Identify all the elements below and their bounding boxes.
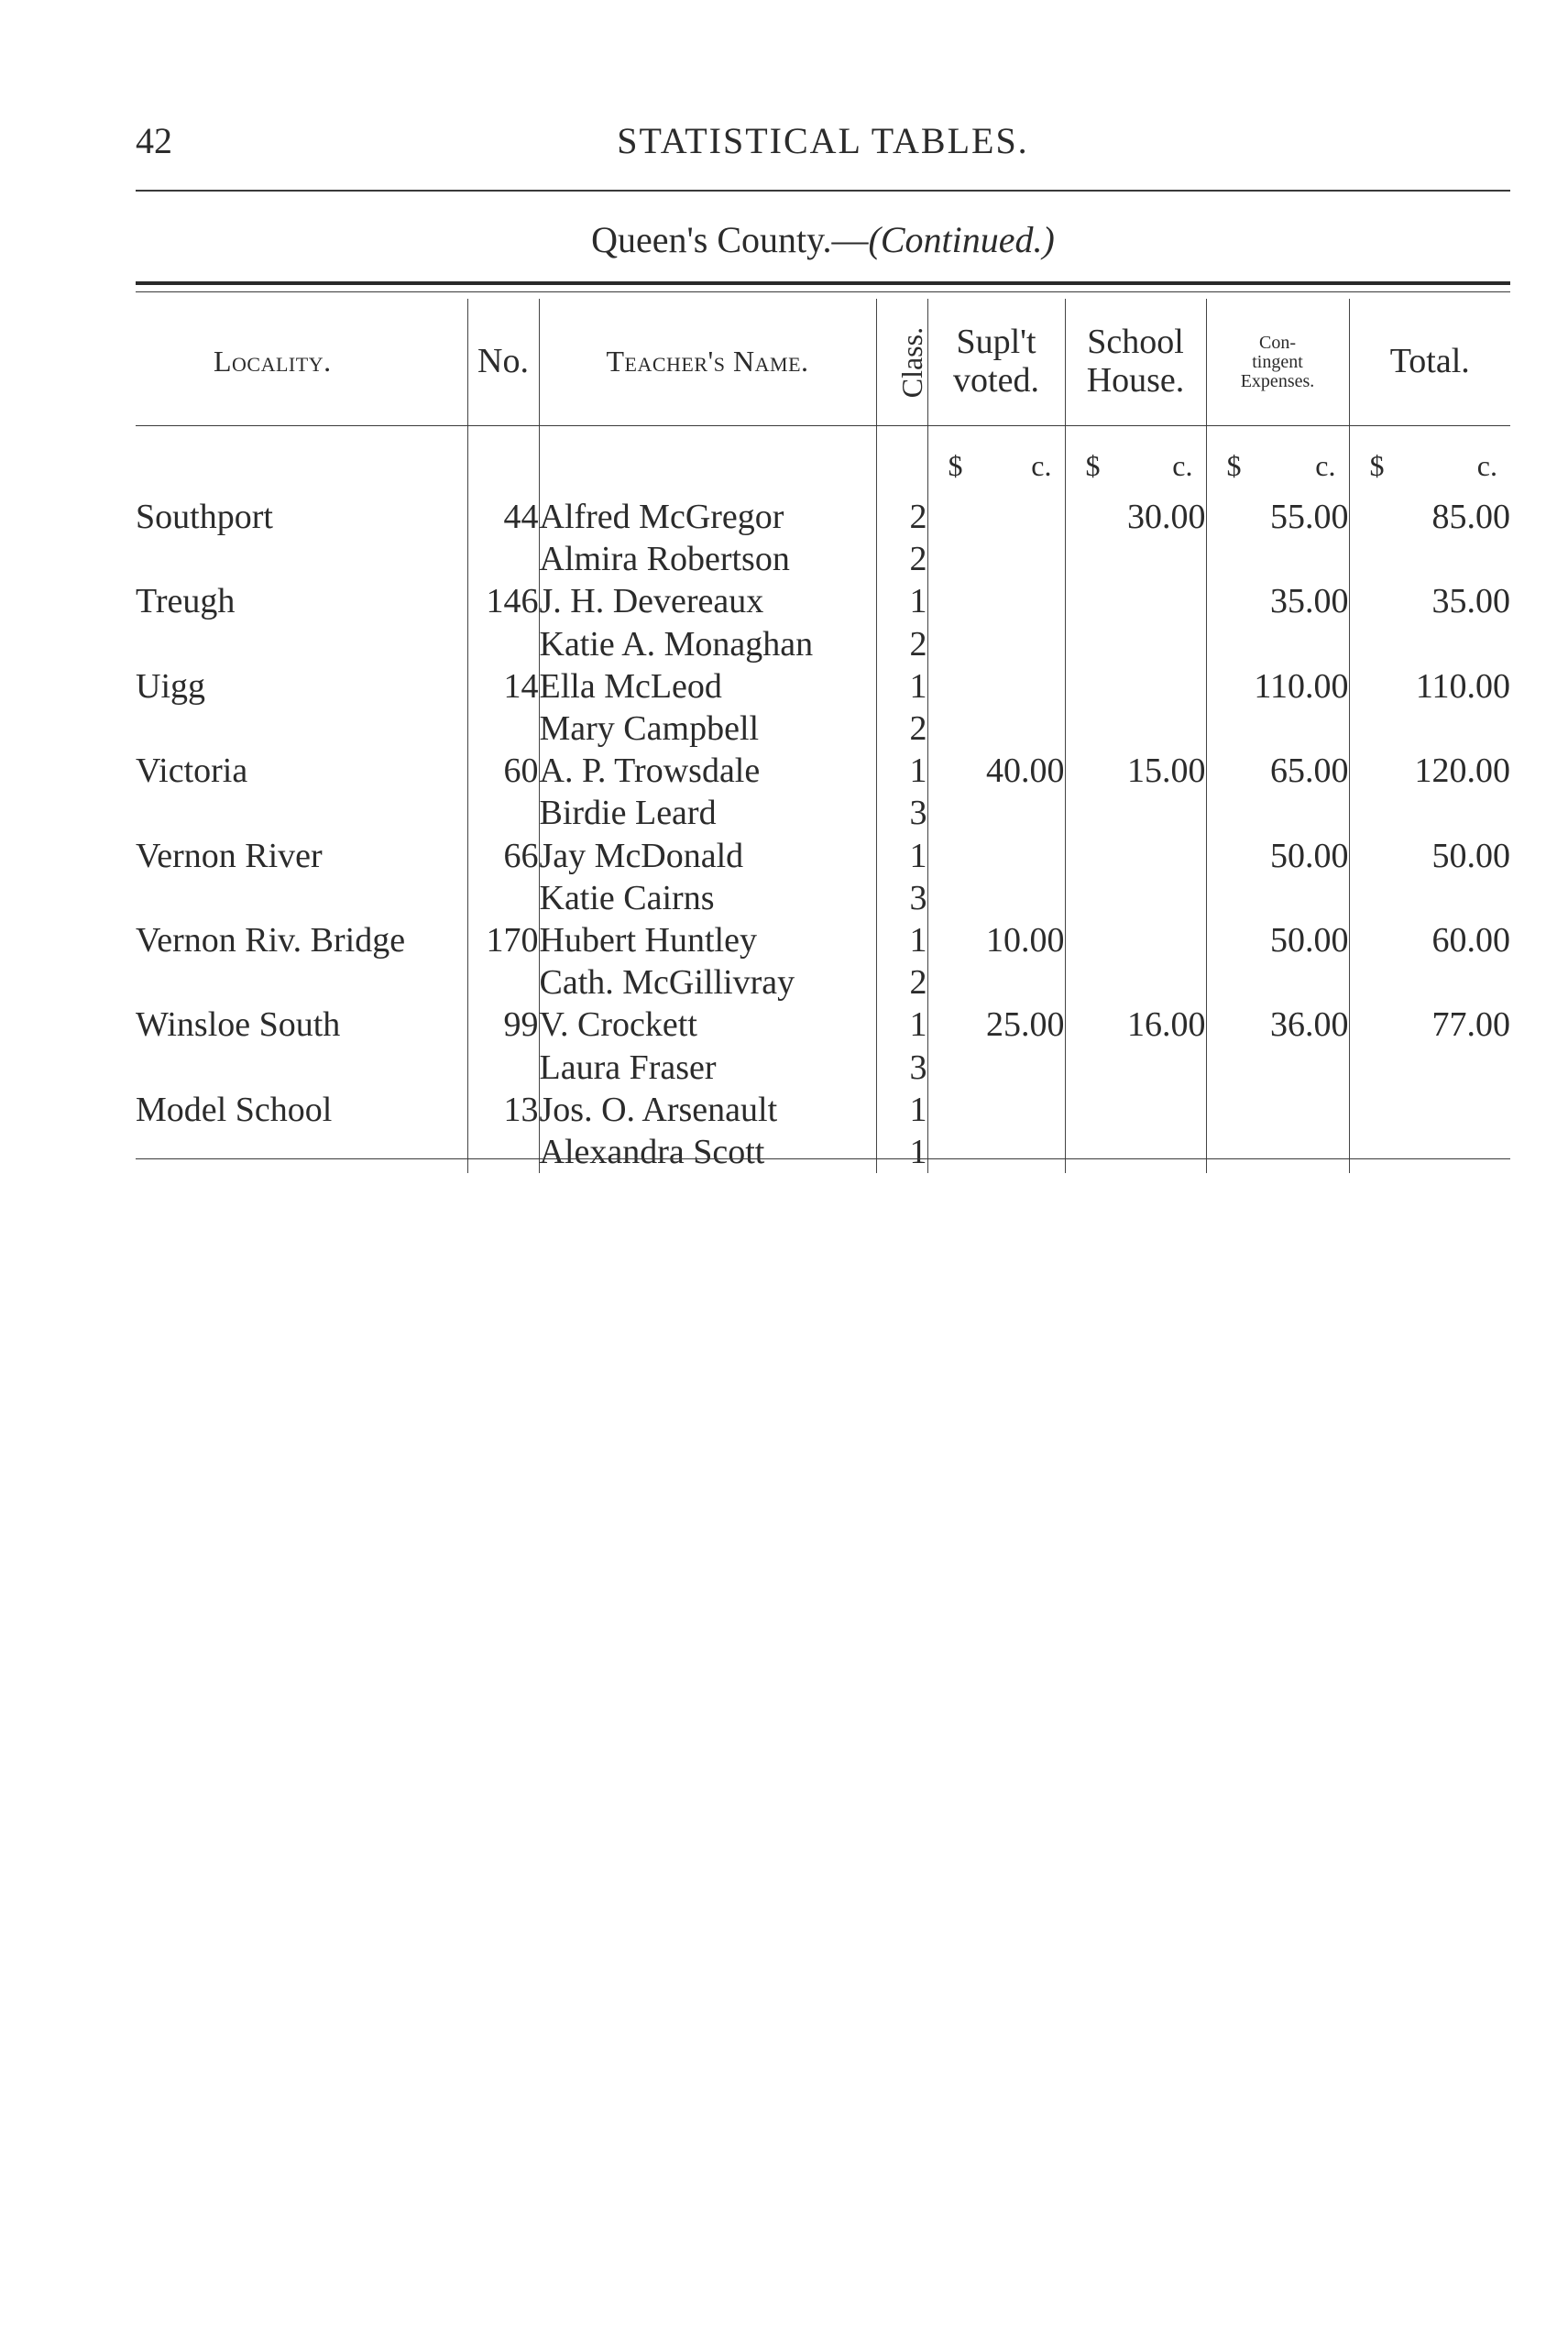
teacher-name-cell: Katie Cairns [539,877,876,919]
suplt-voted-cell: 25.00 [927,1004,1065,1046]
teacher-name-cell: Birdie Leard [539,792,876,834]
table-row [136,1046,1510,1088]
class-cell: 1 [876,1004,927,1046]
header-contingent-expenses [1206,299,1349,426]
suplt-voted-cell [927,708,1065,750]
locality-cell [136,538,467,580]
page-header [136,119,1510,174]
total-cell [1349,877,1510,919]
total-cell [1349,1131,1510,1173]
table-row [136,623,1510,665]
contingent-expenses-cell: 36.00 [1206,1004,1349,1046]
teacher-name-cell: Cath. McGillivray [539,961,876,1004]
teacher-name-cell: Jay McDonald [539,835,876,877]
contingent-expenses-cell: 55.00 [1206,496,1349,538]
teacher-name-cell: V. Crockett [539,1004,876,1046]
class-cell: 1 [876,580,927,622]
school-house-cell [1065,1089,1206,1131]
total-cell [1349,1046,1510,1088]
table-bottom-rule [136,1158,1510,1159]
total-cell: 110.00 [1349,665,1510,708]
teacher-name-cell: Alexandra Scott [539,1131,876,1173]
school-number-cell: 13 [467,1089,539,1131]
contingent-expenses-cell: 65.00 [1206,750,1349,792]
header-total: Total. [1349,299,1510,426]
total-cell: 85.00 [1349,496,1510,538]
header-locality: Locality. [136,299,467,426]
units-row [136,426,1510,497]
contingent-expenses-cell: 50.00 [1206,835,1349,877]
school-house-cell: 16.00 [1065,1004,1206,1046]
school-house-cell [1065,835,1206,877]
suplt-voted-cell [927,1089,1065,1131]
header-suplt-line2: voted. [953,361,1039,400]
suplt-voted-cell [927,1046,1065,1088]
units-total: $ c. [1349,426,1510,497]
units-school-house: $ c. [1065,426,1206,497]
school-number-cell [467,538,539,580]
class-cell: 3 [876,1046,927,1088]
total-cell: 77.00 [1349,1004,1510,1046]
locality-cell: Model School [136,1090,333,1129]
locality-cell: Vernon River [136,836,323,875]
school-number-cell [467,1131,539,1173]
school-house-cell [1065,1131,1206,1173]
school-number-cell: 60 [467,750,539,792]
school-number-cell: 44 [467,496,539,538]
contingent-expenses-cell: 35.00 [1206,580,1349,622]
locality-cell: Victoria [136,752,248,791]
table-top-rule-thin [136,291,1510,292]
locality-cell [136,623,467,665]
school-number-cell [467,792,539,834]
contingent-expenses-cell [1206,1131,1349,1173]
table-row [136,496,1510,538]
teacher-name-cell: Mary Campbell [539,708,876,750]
class-cell: 2 [876,496,927,538]
school-number-cell: 170 [467,919,539,961]
suplt-voted-cell [927,877,1065,919]
school-number-cell [467,961,539,1004]
school-house-cell [1065,919,1206,961]
table-row [136,835,1510,877]
suplt-voted-cell [927,835,1065,877]
header-school-line2: House. [1086,361,1185,400]
contingent-expenses-cell [1206,961,1349,1004]
total-cell [1349,1089,1510,1131]
table-row [136,538,1510,580]
locality-cell [136,708,467,750]
suplt-voted-cell: 10.00 [927,919,1065,961]
school-house-cell [1065,580,1206,622]
total-cell: 120.00 [1349,750,1510,792]
school-house-cell [1065,708,1206,750]
table-row [136,919,1510,961]
contingent-expenses-cell [1206,792,1349,834]
class-cell: 1 [876,665,927,708]
suplt-voted-cell: 40.00 [927,750,1065,792]
locality-cell [136,877,467,919]
total-cell [1349,961,1510,1004]
header-contingent-line1: Con- [1259,332,1296,353]
table-row [136,580,1510,622]
units-suplt: $ c. [927,426,1065,497]
class-cell: 1 [876,919,927,961]
statistics-table [136,299,1510,1173]
total-cell: 60.00 [1349,919,1510,961]
contingent-expenses-cell [1206,877,1349,919]
header-rule [136,190,1510,192]
total-cell: 50.00 [1349,835,1510,877]
class-cell: 1 [876,1089,927,1131]
teacher-name-cell: Almira Robertson [539,538,876,580]
school-number-cell: 14 [467,665,539,708]
school-number-cell [467,708,539,750]
locality-cell [136,792,467,834]
header-row [136,299,1510,426]
locality-cell: Uigg [136,666,205,706]
page-number: 42 [136,120,172,161]
suplt-voted-cell [927,538,1065,580]
contingent-expenses-cell [1206,623,1349,665]
teacher-name-cell: Ella McLeod [539,665,876,708]
table-row [136,877,1510,919]
table-row [136,665,1510,708]
school-house-cell [1065,1046,1206,1088]
school-number-cell [467,1046,539,1088]
locality-cell [136,1046,467,1088]
contingent-expenses-cell [1206,1046,1349,1088]
header-school-line1: School [1087,323,1184,362]
header-suplt-voted [927,299,1065,426]
teacher-name-cell: Laura Fraser [539,1046,876,1088]
teacher-name-cell: A. P. Trowsdale [539,750,876,792]
school-number-cell: 146 [467,580,539,622]
total-cell [1349,708,1510,750]
table-subtitle [136,218,1510,261]
header-school-house [1065,299,1206,426]
header-contingent-line2: tingent [1252,351,1303,372]
county-name: Queen's County.— [591,219,869,260]
suplt-voted-cell [927,665,1065,708]
table-row [136,1004,1510,1046]
table-row [136,750,1510,792]
locality-cell: Vernon Riv. Bridge [136,920,406,960]
school-house-cell [1065,623,1206,665]
school-number-cell: 66 [467,835,539,877]
suplt-voted-cell [927,623,1065,665]
table-row [136,1131,1510,1173]
table-row [136,792,1510,834]
contingent-expenses-cell [1206,708,1349,750]
contingent-expenses-cell [1206,538,1349,580]
suplt-voted-cell [927,580,1065,622]
header-contingent-line3: Expenses. [1240,370,1315,391]
school-house-cell [1065,665,1206,708]
header-class [876,299,927,426]
total-cell: 35.00 [1349,580,1510,622]
school-number-cell [467,623,539,665]
table-top-rule-thick [136,281,1510,285]
locality-cell [136,961,467,1004]
suplt-voted-cell [927,961,1065,1004]
suplt-voted-cell [927,496,1065,538]
units-contingent: $ c. [1206,426,1349,497]
locality-cell: Winsloe South [136,1005,341,1045]
class-cell: 1 [876,1131,927,1173]
suplt-voted-cell [927,1131,1065,1173]
class-cell: 1 [876,835,927,877]
suplt-voted-cell [927,792,1065,834]
continued-label: (Continued.) [868,219,1055,260]
class-cell: 2 [876,708,927,750]
school-number-cell: 99 [467,1004,539,1046]
header-suplt-line1: Supl't [956,323,1036,362]
header-no: No. [467,299,539,426]
table-row [136,708,1510,750]
class-cell: 3 [876,792,927,834]
class-cell: 3 [876,877,927,919]
school-house-cell: 15.00 [1065,750,1206,792]
teacher-name-cell: J. H. Devereaux [539,580,876,622]
contingent-expenses-cell: 110.00 [1206,665,1349,708]
school-number-cell [467,877,539,919]
locality-cell: Treugh [136,582,236,621]
contingent-expenses-cell: 50.00 [1206,919,1349,961]
school-house-cell [1065,792,1206,834]
school-house-cell [1065,877,1206,919]
table-row [136,961,1510,1004]
locality-cell: Southport [136,498,273,537]
school-house-cell [1065,538,1206,580]
class-cell: 2 [876,961,927,1004]
header-class-label: Class. [894,327,928,399]
teacher-name-cell: Alfred McGregor [539,496,876,538]
teacher-name-cell: Katie A. Monaghan [539,623,876,665]
running-title: STATISTICAL TABLES. [617,120,1029,161]
class-cell: 1 [876,750,927,792]
class-cell: 2 [876,623,927,665]
table-row [136,1089,1510,1131]
contingent-expenses-cell [1206,1089,1349,1131]
total-cell [1349,792,1510,834]
school-house-cell: 30.00 [1065,496,1206,538]
class-cell: 2 [876,538,927,580]
teacher-name-cell: Jos. O. Arsenault [539,1089,876,1131]
teacher-name-cell: Hubert Huntley [539,919,876,961]
total-cell [1349,623,1510,665]
header-teacher-name: Teacher's Name. [539,299,876,426]
school-house-cell [1065,961,1206,1004]
locality-cell [136,1131,467,1173]
total-cell [1349,538,1510,580]
